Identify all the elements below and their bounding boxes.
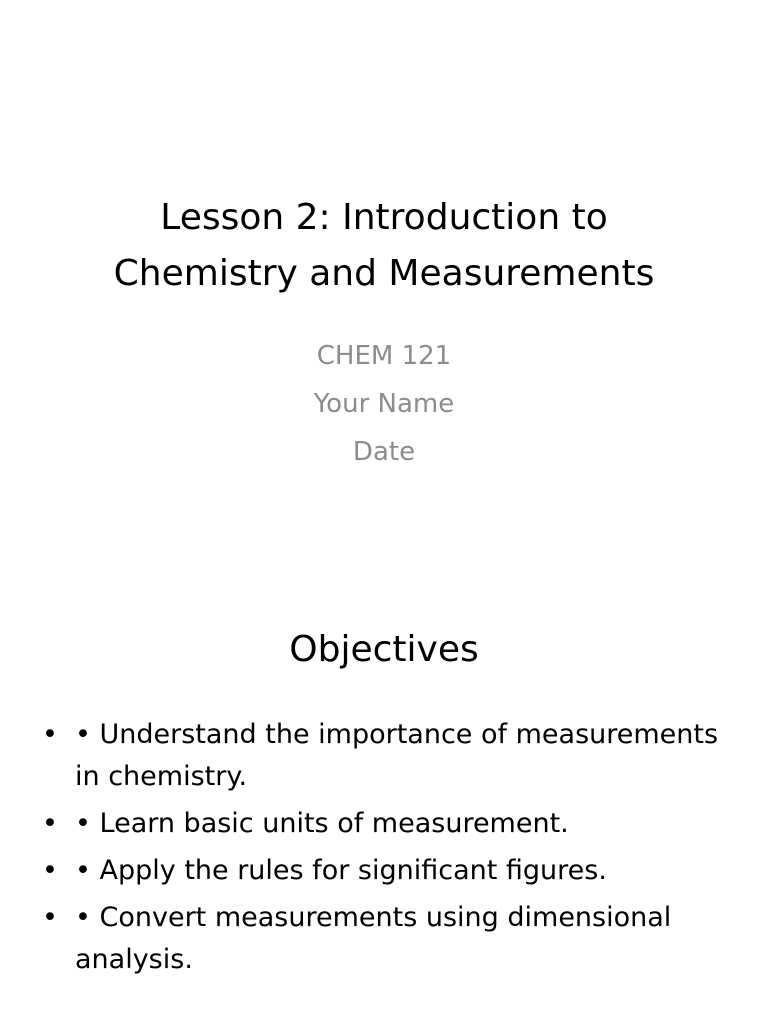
list-item bbox=[0, 714, 768, 798]
bullet-marker: • bbox=[42, 719, 58, 750]
slide-title-line-1: Lesson 2: Introduction to bbox=[160, 197, 608, 238]
bullet-marker: • bbox=[42, 808, 58, 839]
presenter-name: Your Name bbox=[313, 389, 455, 419]
objective-text: • Understand the importance of measurements in chemistry. bbox=[75, 719, 719, 792]
objectives-list bbox=[0, 714, 768, 986]
slide-subtitle bbox=[60, 332, 708, 476]
objective-text: • Apply the rules for significant figures. bbox=[75, 855, 607, 886]
presentation-date: Date bbox=[352, 437, 416, 467]
slide-title bbox=[60, 190, 708, 302]
slide-title-line-2: Chemistry and Measurements bbox=[113, 253, 655, 294]
list-item bbox=[0, 803, 768, 845]
objectives-slide bbox=[0, 576, 768, 1024]
course-code: CHEM 121 bbox=[316, 341, 452, 371]
list-item bbox=[0, 850, 768, 892]
objective-text: • Learn basic units of measurement. bbox=[75, 808, 569, 839]
objective-text: • Convert measurements using dimensional analysis. bbox=[75, 902, 672, 975]
list-item bbox=[0, 897, 768, 981]
bullet-marker: • bbox=[42, 855, 58, 886]
bullet-marker: • bbox=[42, 902, 58, 933]
objectives-heading: Objectives bbox=[289, 629, 479, 670]
